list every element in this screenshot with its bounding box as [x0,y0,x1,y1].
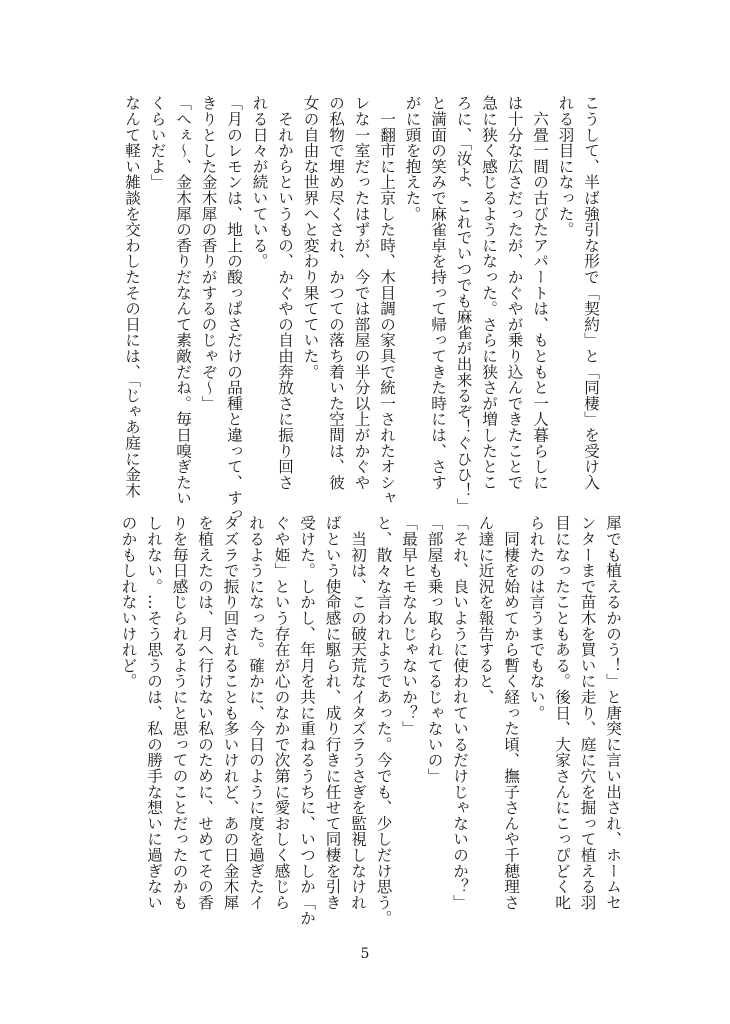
text-line: ぐや姫」という存在が心のなかで次第に愛おしく感じら [272,515,291,910]
text-line: ンターまで苗木を買いに走り、庭に穴を掘って植える羽 [578,515,597,910]
text-line: ばという使命感に駆られ、成り行きに任せて同棲を引き [323,515,342,910]
text-line: レな一室だったはずが、今では部屋の半分以上がかぐや [352,95,371,490]
text-line: きりとした金木犀の香りがするのじゃぞ～」 [199,95,218,411]
text-line: れる日々が続いている。 [250,95,269,269]
upper-text-tier [118,95,603,522]
text-line: と満面の笑みで麻雀卓を持って帰ってきた時には、さす [429,95,447,490]
text-line: ろに、「汝よ、これでいつでも麻雀が出来るぞ！ぐひひ！」 [454,95,473,514]
page-number: 5 [360,946,370,962]
text-line: 同棲を始めてから暫く経った頃、撫子さんや千穂理さ [502,515,520,910]
text-line: 犀でも植えるかのう！」と唐突に言い出され、ホームセ [604,515,622,910]
text-line: 目になったこともある。後日、大家さんにこっぴどく叱 [553,515,571,910]
text-line: 「部屋も乗っ取られてるじゃないの」 [425,515,444,784]
text-line: は十分な広さだったが、かぐやが乗り込んできたことで [505,95,524,490]
text-line: の私物で埋め尽くされ、かつての落ち着いた空間は、彼 [327,95,345,490]
text-line: くらいだよ」 [148,95,167,190]
text-line: 受けた。しかし、年月を共に重ねるうちに、いつしか「か [298,515,316,926]
text-line: 「へぇ～、金木犀の香りだなんて素敵だね。毎日嗅ぎたい [174,95,192,506]
text-line: 女の自由な世界へと変わり果てていた。 [301,95,320,380]
text-line: れるようになった。確かに、今日のように度を過ぎたイ [247,515,265,910]
text-line: ん達に近況を報告すると、 [476,515,495,705]
text-line: しれない。…そう思うのは、私の勝手な想いに過ぎない [145,515,163,910]
text-line: なんて軽い雑談を交わしたその日には、「じゃあ庭に金木 [123,95,141,498]
text-line: 急に狭く感じるようになった。さらに狭さが増したとこ [480,95,498,490]
text-line: 「最早ヒモなんじゃないか？」 [400,515,418,737]
text-line: と、散々な言われようであった。今でも、少しだけ思う。 [374,515,393,926]
text-line: を植えたのは、月へ行けない私のために、せめてその香 [196,515,214,910]
text-line: がに頭を抱えた。 [403,95,422,222]
text-line: 六畳一間の古びたアパートは、もともと一人暮らしに [531,95,549,490]
text-line: れる羽目になった。 [556,95,575,238]
text-line: それからというもの、かぐやの自由奔放さに振り回さ [276,95,294,490]
text-line: 「それ、良いように使われているだけじゃないのか？」 [451,515,469,910]
text-line: られたのは言うまでもない。 [527,515,546,721]
lower-text-tier [114,515,625,926]
text-line: 当初は、この破天荒なイタズラうさぎを監視しなけれ [349,515,367,910]
text-line: 一翻市に上京した時、木目調の家具で統一されたオシャ [378,95,396,506]
text-line: のかもしれないけれど。 [119,515,138,689]
text-line: 「月のレモンは、地上の酸っぱさだけの品種と違って、すっ [225,95,243,522]
text-line: こうして、半ば強引な形で「契約」と「同棲」を受け入 [582,95,600,490]
text-line: タズラで振り回されることも多いけれど、あの日金木犀 [221,515,240,910]
text-line: りを毎日感じられるようにと思ってのことだったのかも [170,515,189,910]
